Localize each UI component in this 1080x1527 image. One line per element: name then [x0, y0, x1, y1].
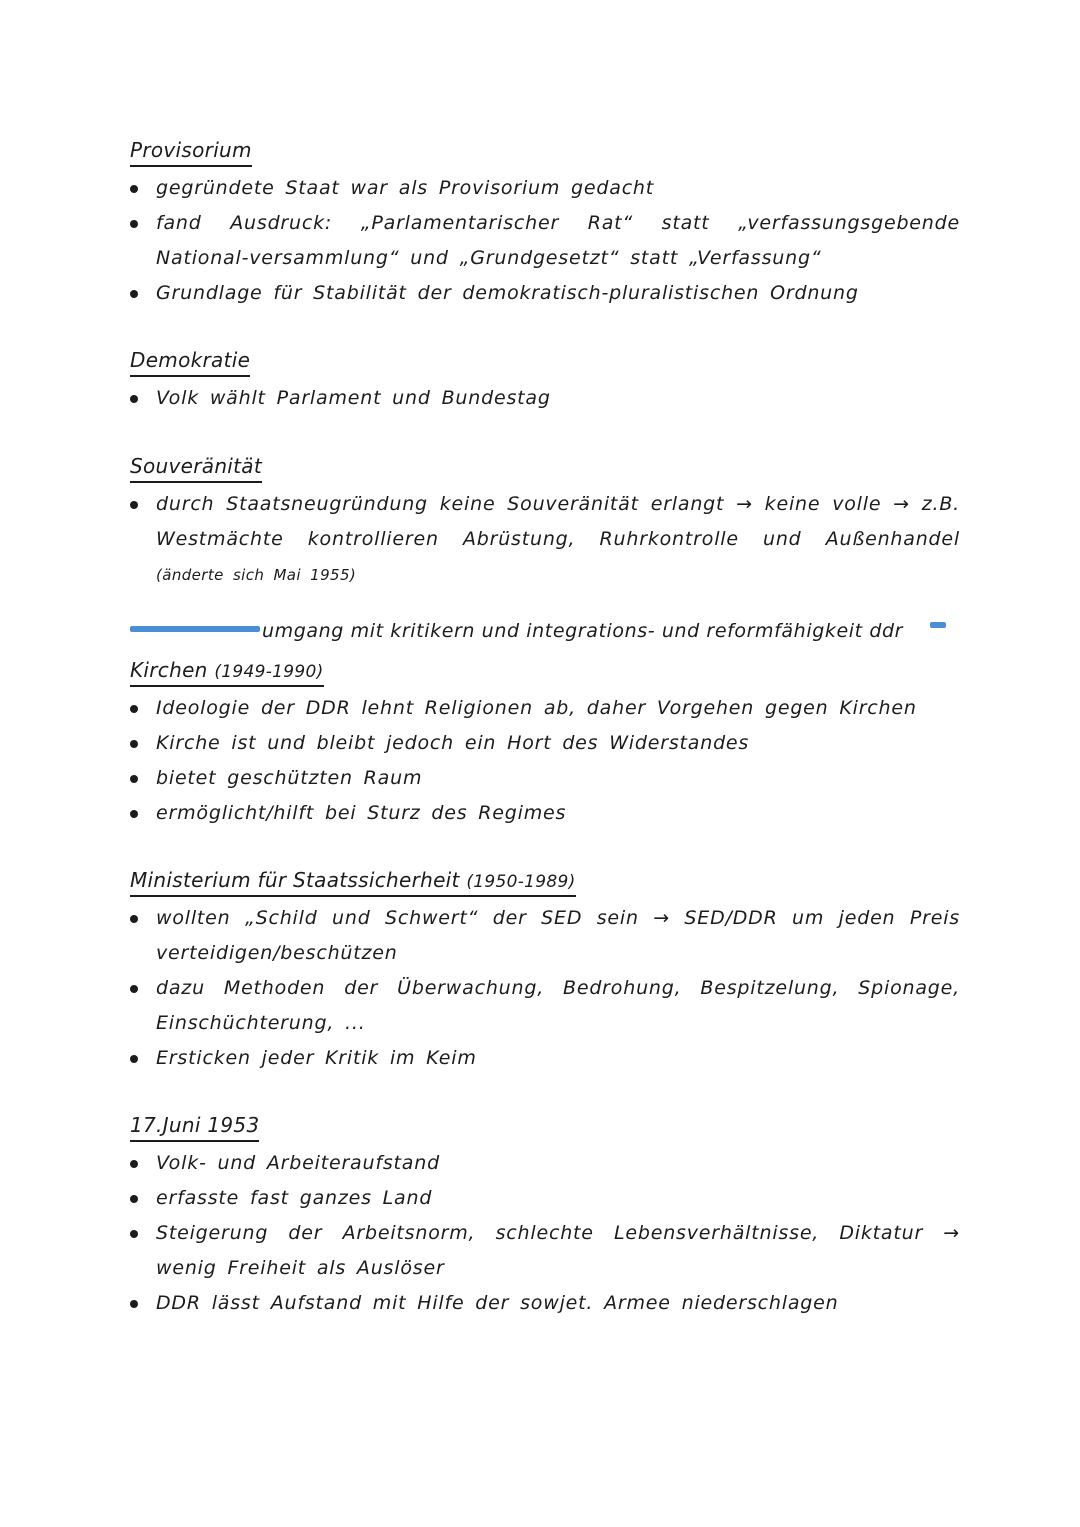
list-item: Steigerung der Arbeitsnorm, schlechte Lebensverhältnisse, Diktatur → wenig Freiheit als Auslöser [130, 1216, 960, 1286]
bullet-icon [130, 290, 138, 298]
bullet-list [130, 381, 960, 416]
list-item: Kirche ist und bleibt jedoch ein Hort des Widerstandes [130, 726, 960, 761]
bullet-icon [130, 985, 138, 993]
bullet-icon [130, 705, 138, 713]
note: (änderte sich Mai 1955) [156, 566, 357, 584]
bullet-icon [130, 501, 138, 509]
section-17-juni-1953 [130, 1110, 960, 1321]
list-item: Ersticken jeder Kritik im Keim [130, 1041, 960, 1076]
topic-divider [130, 618, 950, 648]
list-item: Ideologie der DDR lehnt Religionen ab, daher Vorgehen gegen Kirchen [130, 691, 960, 726]
section-heading: Souveränität [130, 451, 262, 483]
highlight-dash [930, 622, 946, 628]
years: (1950-1989) [466, 872, 576, 892]
section-stasi [130, 865, 960, 1076]
section-heading: Provisorium [130, 135, 252, 167]
list-item: fand Ausdruck: „Parlamentarischer Rat“ statt „verfassungsgebende National-versammlung“ und „Grundgesetzt“ statt „Verfassung“ [130, 206, 960, 276]
section-kirchen [130, 655, 960, 831]
years: (1949-1990) [214, 662, 324, 682]
list-item: erfasste fast ganzes Land [130, 1181, 960, 1216]
section-heading: Ministerium für Staatssicherheit (1950-1989) [130, 865, 576, 897]
bullet-icon [130, 740, 138, 748]
section-demokratie [130, 345, 960, 416]
bullet-icon [130, 220, 138, 228]
section-provisorium [130, 135, 960, 311]
section-heading: 17.Juni 1953 [130, 1110, 259, 1142]
bullet-list [130, 171, 960, 311]
list-item: DDR lässt Aufstand mit Hilfe der sowjet. Armee niederschlagen [130, 1286, 960, 1321]
topic-label: umgang mit kritikern und integrations- und reformfähigkeit ddr [262, 620, 904, 642]
list-item: durch Staatsneugründung keine Souveränität erlangt → keine volle → z.B. Westmächte kontrollieren Abrüstung, Ruhrkontrolle und Außenhandel (änderte sich Mai 1955) [130, 487, 960, 593]
highlight-bar [130, 626, 260, 632]
section-souveraenitaet [130, 451, 960, 593]
list-item: wollten „Schild und Schwert“ der SED sein → SED/DDR um jeden Preis verteidigen/beschützen [130, 901, 960, 971]
bullet-icon [130, 1160, 138, 1168]
list-item: bietet geschützten Raum [130, 761, 960, 796]
bullet-icon [130, 395, 138, 403]
list-item: dazu Methoden der Überwachung, Bedrohung, Bespitzelung, Spionage, Einschüchterung, ... [130, 971, 960, 1041]
list-item: gegründete Staat war als Provisorium gedacht [130, 171, 960, 206]
bullet-list [130, 487, 960, 593]
bullet-list [130, 901, 960, 1076]
section-heading: Kirchen (1949-1990) [130, 655, 324, 687]
list-item: Volk- und Arbeiteraufstand [130, 1146, 960, 1181]
bullet-icon [130, 1055, 138, 1063]
section-heading: Demokratie [130, 345, 250, 377]
list-item: Volk wählt Parlament und Bundestag [130, 381, 960, 416]
bullet-icon [130, 1230, 138, 1238]
list-item: ermöglicht/hilft bei Sturz des Regimes [130, 796, 960, 831]
bullet-icon [130, 1300, 138, 1308]
bullet-list [130, 1146, 960, 1321]
bullet-icon [130, 810, 138, 818]
bullet-icon [130, 185, 138, 193]
bullet-icon [130, 1195, 138, 1203]
bullet-icon [130, 915, 138, 923]
bullet-icon [130, 775, 138, 783]
bullet-list [130, 691, 960, 831]
list-item: Grundlage für Stabilität der demokratisch-pluralistischen Ordnung [130, 276, 960, 311]
